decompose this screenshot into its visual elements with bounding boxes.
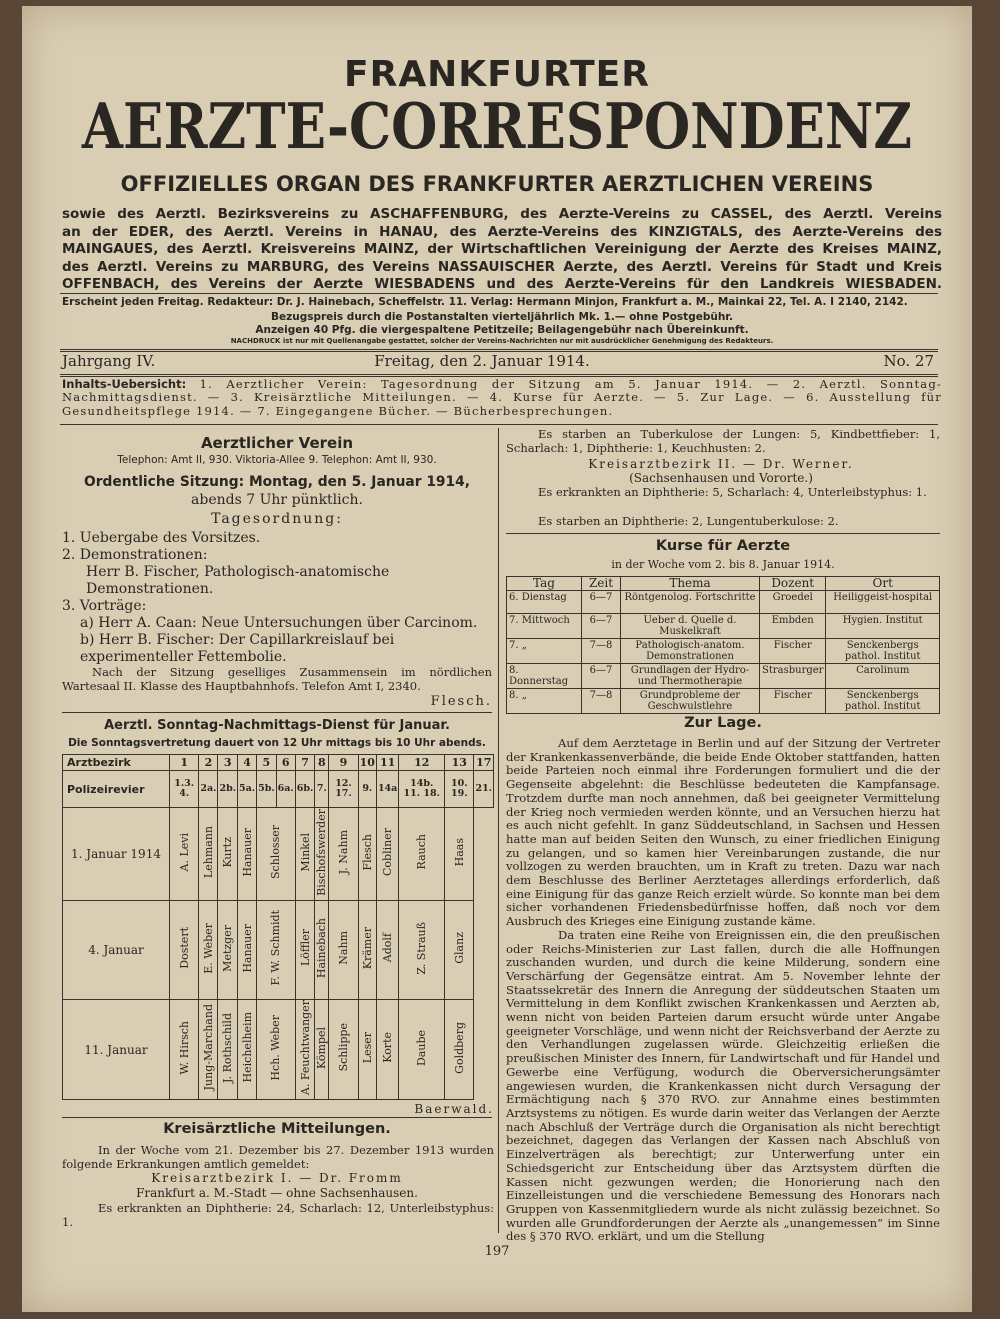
kurse-cell: Embden [760, 614, 826, 639]
sonntag-heading: Aerztl. Sonntag-Nachmittags-Dienst für Januar. [104, 718, 450, 733]
duty-doctor-name: Haas [452, 837, 466, 867]
volume: Jahrgang IV. [62, 352, 156, 370]
divider [62, 712, 492, 713]
advert-info: Anzeigen 40 Pfg. die viergespaltene Petitzeile; Beilagengebühr nach Übereinkunft. [255, 324, 749, 336]
duty-doctor-name: Minkel [298, 832, 312, 872]
duty-date: 4. Januar [63, 901, 170, 1000]
revier-number: 1.3. 4. [170, 771, 199, 808]
duty-doctor-name: E. Weber [201, 922, 215, 974]
duty-doctor-name: Z. Strauß [415, 921, 429, 975]
duty-cell [445, 901, 474, 1000]
kurse-cell: 6—7 [582, 614, 621, 639]
agenda [62, 530, 492, 666]
kurse-cell: 6—7 [582, 664, 621, 689]
duty-cell [399, 901, 445, 1000]
kurse-cell: Fischer [760, 689, 826, 714]
kurse-header-zeit: Zeit [582, 577, 621, 591]
duty-cell [199, 1000, 218, 1100]
polizeirevier-row [63, 771, 494, 808]
bezirk-number: 12 [399, 755, 445, 771]
duty-doctor-name: Hanauer [240, 827, 254, 877]
duty-doctor-name: J. Rothschild [221, 1012, 235, 1083]
duty-doctor-name: Rauch [415, 834, 429, 870]
revier-number: 5a. [238, 771, 257, 808]
duty-cell [315, 808, 329, 901]
duty-cell [399, 1000, 445, 1100]
kurse-cell: Grundlagen der Hydro- und Thermotherapie [621, 664, 760, 689]
assoc-line: des Aerztl. Vereins zu MARBURG, des Vereins NASSAUISCHER Aerzte, des Aerztl. Vereins für Stadt und Kreis [62, 258, 942, 275]
duty-doctor-name: Cobliner [381, 828, 395, 876]
duty-doctor-name: Lehmann [201, 825, 215, 879]
duty-doctor-name: A. Levi [177, 832, 191, 872]
bezirk-number: 10 [359, 756, 375, 769]
duty-doctor-name: Hanauer [240, 923, 254, 973]
assoc-line: sowie des Aerztl. Bezirksvereins zu ASCHAFFENBURG, des Aerzte-Vereins zu CASSEL, des Aerztl. Vereins [62, 206, 942, 222]
revier-number: 7. [315, 771, 329, 808]
lage-paragraph-1: Auf dem Aerztetage in Berlin und auf der Sitzung der Vertreter der Krankenkassenverbände, die beide Ende Oktober stattfanden, hatten beide Parteien noch einmal ihre Forderungen formuliert und die der Gegenseite abgelehnt: die Beschlüsse bedeuteten die Kampfansage. Trotzdem durfte man noch annehmen, daß bei geeigneter Vermittelung der Krieg noch vermieden werden könnte, und an Versuchen hierzu hat es auch nicht gefehlt. In ganz Süddeutschland, in Sachsen und Hessen hatte man auf beiden Seiten den Wunsch, zu einer friedlichen Einigung zu gelangen, und so kamen hier Vereinbarungen zustande, die nur vollzogen zu werden brauchten, um in Kraft zu treten. Dazu war nach dem Beschlusse des Berliner Aerztetages allerdings erforderlich, daß eine Einigung für das ganze Reich erzielt würde. So konnte man bei dem sicher vorhandenen Friedensbedürfnisse hoffen, daß noch vor dem Ausbruch des Krieges eine Einigung zustande käme. [506, 736, 940, 929]
kreis-bezirk-2-deaths: Es starben an Diphtherie: 2, Lungentuberkulose: 2. [538, 514, 839, 528]
arztbezirk-label: Arztbezirk [63, 755, 170, 771]
duty-cell [445, 1000, 474, 1100]
duty-cell [170, 1000, 199, 1100]
revier-number: 2a. [199, 771, 218, 808]
duty-cell [329, 808, 358, 901]
kurse-cell: 7—8 [582, 689, 621, 714]
bezirk-number: 4 [238, 755, 257, 771]
bezirk-number: 1 [170, 755, 199, 771]
duty-cell [238, 808, 257, 901]
duty-doctor-name: Goldberg [452, 1021, 466, 1074]
duty-cell [358, 808, 376, 901]
polizeirevier-label: Polizeirevier [63, 771, 170, 808]
bezirk-number: 5 [257, 755, 277, 771]
kurse-cell: Groedel [760, 591, 826, 614]
duty-cell [315, 1000, 329, 1100]
assoc-line: OFFENBACH, des Vereins der Aerzte WIESBADENS und des Aerzte-Vereins für den Landkreis WIESBADEN. [62, 276, 942, 293]
agenda-item-2a: Herr B. Fischer, Pathologisch-anatomische Demonstrationen. [86, 564, 390, 597]
kurse-row [507, 591, 940, 614]
verein-telephone: Telephon: Amt II, 930. Viktoria-Allee 9. Telephon: Amt II, 930. [117, 454, 437, 466]
kurse-row [507, 614, 940, 639]
duty-cell [218, 1000, 238, 1100]
revier-number: 9. [358, 771, 376, 808]
duty-date: 11. Januar [63, 1000, 170, 1100]
kurse-cell: Hygien. Institut [826, 614, 940, 639]
kurse-header-ort: Ort [826, 577, 940, 591]
duty-cell [218, 901, 238, 1000]
kurse-table [506, 576, 940, 714]
masthead-title: AERZTE-CORRESPONDENZ [81, 90, 913, 164]
lage-paragraph-2: Da traten eine Reihe von Ereignissen ein, die den preußischen oder Reichs-Ministerien zur Last fallen, durch die alle Hoffnungen zuschanden wurden, und durch die keine Milderung, sondern eine Verschärfung der Gegensätze eintrat. Am 5. November lehnte der Staatssekretär des Innern die Anregung der süddeutschen Staaten um Vermittelung in dem Konflikt zwischen Krankenkassen und Aerzten ab, wenn nicht von beiden Parteien darum ersucht würde unter Angabe geeigneter Vorschläge, und wenn nicht der Reichsverband der Aerzte zu den Verhandlungen zugelassen würde. Gleichzeitig erließen die preußischen Minister des Innern, für Landwirtschaft und für Handel und Gewerbe eine Verfügung, wodurch die Oberversicherungsämter angewiesen wurden, die Krankenkassen nicht durch Versagung der Ermächtigung nach § 370 RVO. zur Annahme eines bestimmten Arztsystems zu nötigen. Es wurde darin weiter das Verlangen der Aerzte nach Abschluß der Verträge durch die Organisation als nicht berechtigt bezeichnet, dagegen das Verlangen der Kassen nach Abschluß von Einzelverträgen als berechtigt; zur Unterwerfung unter ein Schiedsgericht zur Entscheidung über das Arztsystem dürften die Kassen nicht gezwungen werden; die Honorierung nach den Einzelleistungen und die verschiedene Bemessung des Honorars nach Gruppen von Kassenmitgliedern wurde als nicht zulässig bezeichnet. So wurden alle Grundforderungen der Aerzte als „unangemessen“ im Sinne des § 370 RVO. erklärt, und um die Stellung [506, 927, 940, 1244]
kurse-cell: Pathologisch-anatom. Demonstrationen [621, 639, 760, 664]
agenda-item-3: 3. Vorträge: [62, 598, 147, 614]
reprint-info: NACHDRUCK ist nur mit Quellenangabe gestattet, solcher der Vereins-Nachrichten nur mit ausdrücklicher Genehmigung des Redakteurs. [230, 337, 774, 345]
duty-cell [218, 808, 238, 901]
kurse-row [507, 664, 940, 689]
duty-cell [257, 1000, 296, 1100]
kreis-bezirk-1-text: Es erkrankten an Diphtherie: 24, Scharlach: 12, Unterleibstyphus: 1. [62, 1201, 494, 1229]
kurse-cell: Strasburger [760, 664, 826, 689]
duty-cell [238, 1000, 257, 1100]
sitzung-time: abends 7 Uhr pünktlich. [191, 492, 363, 508]
duty-cell [358, 901, 376, 1000]
contents-text: 1. Aerztlicher Verein: Tagesordnung der Sitzung am 5. Januar 1914. — 2. Aerztl. Sonntag-Nachmittagsdienst. — 3. Kreisärztliche Mitteilungen. — 4. Kurse für Aerzte. — 5. Zur Lage. — 6. Ausstellung für Gesundheitspflege 1914. — 7. Eingegangene Bücher. — Bücherbesprechungen. [62, 377, 942, 418]
kurse-subheading: in der Woche vom 2. bis 8. Januar 1914. [611, 558, 835, 571]
kurse-cell: 6. Dienstag [507, 591, 582, 614]
kurse-cell: Carolinum [826, 664, 940, 689]
duty-doctor-name: Hainebach [315, 917, 329, 979]
contents [62, 378, 942, 418]
kurse-cell: Grundprobleme der Geschwulstlehre [621, 689, 760, 714]
kurse-cell: Senckenbergs pathol. Institut [826, 689, 940, 714]
revier-number: 10. 19. [445, 771, 474, 808]
bezirk-number: 2 [199, 755, 218, 771]
kreis-bezirk-2-sub: (Sachsenhausen und Vororte.) [629, 471, 813, 485]
kreis-bezirk-2: Kreisarztbezirk II. — Dr. Werner. [588, 457, 854, 471]
duty-cell [295, 1000, 315, 1100]
tagesordnung-heading: Tagesordnung: [211, 511, 343, 527]
bezirk-number: 6 [276, 755, 295, 771]
duty-doctor-name: Schlippe [336, 1023, 350, 1072]
duty-doctor-name: Flesch [360, 833, 374, 871]
divider [506, 533, 940, 534]
agenda-item-2: 2. Demonstrationen: [62, 547, 208, 563]
agenda-item-1: 1. Uebergabe des Vorsitzes. [62, 530, 261, 546]
duty-doctor-name: Bischofswerder [315, 808, 329, 896]
kurse-cell: 7—8 [582, 639, 621, 664]
verein-after-text: Nach der Sitzung geselliges Zusammensein im nördlichen Wartesaal II. Klasse des Hauptbahnhofs. Telefon Amt I, 2340. [62, 665, 492, 693]
duty-cell [199, 901, 218, 1000]
kreis-bezirk-1-deaths: Es starben an Tuberkulose der Lungen: 5, Kindbettfieber: 1, Scharlach: 1, Diphtherie: 1, Keuchhusten: 2. [506, 427, 940, 455]
duty-doctor-name: Daube [415, 1029, 429, 1066]
duty-doctor-name: Metzger [221, 924, 235, 972]
duty-doctor-name: J. Nahm [336, 829, 350, 875]
revier-number: 6a. [276, 771, 295, 808]
revier-number: 21. [474, 771, 494, 808]
duty-cell [376, 1000, 398, 1100]
page-number: 197 [484, 1244, 510, 1259]
kreis-bezirk-1-sub: Frankfurt a. M.-Stadt — ohne Sachsenhausen. [136, 1186, 418, 1200]
duty-doctor-name: Jung-Marchand [201, 1004, 215, 1091]
revier-number: 14a [376, 771, 398, 808]
arztbezirk-row [63, 755, 494, 771]
duty-cell [257, 808, 296, 901]
revier-number: 5b. [257, 771, 277, 808]
bezirk-number: 3 [218, 755, 238, 771]
kurse-heading: Kurse für Aerzte [655, 538, 791, 554]
publication-info: Erscheint jeden Freitag. Redakteur: Dr. J. Hainebach, Scheffelstr. 11. Verlag: Hermann Minjon, Frankfurt a. M., Mainkai 22, Tel. A. I 2140, 2142. [62, 296, 908, 308]
newspaper-page [22, 6, 972, 1312]
kurse-cell: 8. „ [507, 689, 582, 714]
duty-doctor-name: Kurtz [221, 836, 235, 868]
bezirk-number: 8 [315, 755, 329, 771]
kreis-intro: In der Woche vom 21. Dezember bis 27. Dezember 1913 wurden folgende Erkrankungen amtlich gemeldet: [62, 1143, 494, 1171]
duty-cell [399, 808, 445, 901]
duty-doctor-name: Leser [360, 1031, 374, 1064]
lage-heading: Zur Lage. [684, 715, 762, 731]
duty-row [63, 1000, 494, 1100]
bezirk-number: 17 [474, 755, 494, 771]
issue-number: No. 27 [883, 352, 934, 370]
duty-date: 1. Januar 1914 [63, 808, 170, 901]
duty-cell [445, 808, 474, 901]
duty-cell [376, 808, 398, 901]
kurse-row [507, 689, 940, 714]
bezirk-number: 13 [445, 755, 474, 771]
duty-cell [238, 901, 257, 1000]
revier-number: 12. 17. [329, 771, 358, 808]
verein-heading: Aerztlicher Verein [200, 434, 354, 452]
duty-row [63, 901, 494, 1000]
duty-doctor-name: Glanz [452, 932, 466, 964]
assoc-line: MAINGAUES, des Aerztl. Kreisvereins MAINZ, der Wirtschaftlichen Vereinigung der Aerzte des Kreises MAINZ, [62, 241, 942, 258]
kurse-cell: 7. Mittwoch [507, 614, 582, 639]
duty-doctor-name: F. W. Schmidt [269, 910, 283, 986]
associations-block [62, 206, 942, 294]
lage-text [506, 737, 940, 1244]
agenda-item-3b: b) Herr B. Fischer: Der Capillarkreislauf bei experimenteller Fettembolie. [80, 632, 395, 665]
duty-doctor-name: Löffler [298, 929, 312, 967]
revier-number: 14b. 11. 18. [399, 771, 445, 808]
sitzung-title: Ordentliche Sitzung: Montag, den 5. Januar 1914, [84, 474, 470, 490]
duty-cell [257, 901, 296, 1000]
duty-cell [295, 901, 315, 1000]
duty-cell [315, 901, 329, 1000]
issue-date: Freitag, den 2. Januar 1914. [374, 352, 590, 370]
kurse-cell: 6—7 [582, 591, 621, 614]
duty-doctor-name: Kömpel [315, 1026, 329, 1069]
bezirk-number: 7 [295, 755, 315, 771]
duty-cell [376, 901, 398, 1000]
kurse-header-dozent: Dozent [760, 577, 826, 591]
duty-cell [358, 1000, 376, 1100]
duty-cell [295, 808, 315, 901]
duty-cell [170, 808, 199, 901]
duty-doctor-name: Schlosser [269, 825, 283, 879]
assoc-line: an der EDER, des Aerztl. Vereins in HANAU, des Aerzte-Vereins des KINZIGTALS, des Aerzte-Vereins des [62, 223, 942, 240]
masthead-subtitle: OFFIZIELLES ORGAN DES FRANKFURTER AERZTLICHEN VEREINS [120, 172, 874, 196]
duty-cell [329, 1000, 358, 1100]
kurse-header-thema: Thema [621, 577, 760, 591]
duty-doctor-name: Adolf [381, 933, 395, 963]
duty-doctor-name: A. Feuchtwanger [298, 1000, 312, 1096]
bezirk-number: 11 [376, 755, 398, 771]
kurse-cell: Ueber d. Quelle d. Muskelkraft [621, 614, 760, 639]
divider [60, 424, 938, 425]
duty-doctor-name: W. Hirsch [177, 1020, 191, 1075]
kurse-cell: 8. Donnerstag [507, 664, 582, 689]
duty-doctor-name: Nahm [336, 931, 350, 965]
sonntag-table [62, 754, 494, 1100]
duty-doctor-name: Hch. Weber [269, 1014, 283, 1081]
column-rule [498, 428, 499, 1233]
kurse-header-tag: Tag [507, 577, 582, 591]
bezirk-number: 9 [329, 755, 358, 771]
subscription-info: Bezugspreis durch die Postanstalten vierteljährlich Mk. 1.— ohne Postgebühr. [271, 311, 733, 323]
duty-doctor-name: Krämer [360, 926, 374, 970]
revier-number: 6b. [295, 771, 315, 808]
contents-label: Inhalts-Uebersicht: [62, 377, 187, 391]
verein-signature: Flesch. [430, 694, 492, 709]
duty-doctor-name: Dostert [177, 927, 191, 969]
kurse-cell: Senckenbergs pathol. Institut [826, 639, 940, 664]
sonntag-signature: Baerwald. [414, 1102, 494, 1116]
duty-row [63, 808, 494, 901]
agenda-item-3a: a) Herr A. Caan: Neue Untersuchungen über Carcinom. [80, 615, 478, 631]
kurse-cell: Fischer [760, 639, 826, 664]
kreis-heading: Kreisärztliche Mitteilungen. [163, 1121, 391, 1137]
sonntag-subheading: Die Sonntagsvertretung dauert von 12 Uhr mittags bis 10 Uhr abends. [68, 737, 486, 749]
duty-doctor-name: Heichelheim [240, 1012, 254, 1083]
duty-cell [199, 808, 218, 901]
duty-cell [329, 901, 358, 1000]
divider [60, 293, 938, 294]
duty-cell [170, 901, 199, 1000]
revier-number: 2b. [218, 771, 238, 808]
kurse-cell: Heiliggeist-hospital [826, 591, 940, 614]
duty-doctor-name: Korte [381, 1032, 395, 1063]
masthead-title-small: FRANKFURTER [344, 54, 650, 95]
kurse-row [507, 639, 940, 664]
kreis-bezirk-2-text: Es erkrankten an Diphtherie: 5, Scharlach: 4, Unterleibstyphus: 1. [538, 485, 927, 499]
kreis-bezirk-1: Kreisarztbezirk I. — Dr. Fromm [151, 1171, 403, 1185]
kurse-cell: Röntgenolog. Fortschritte [621, 591, 760, 614]
kurse-cell: 7. „ [507, 639, 582, 664]
divider [62, 1117, 492, 1118]
